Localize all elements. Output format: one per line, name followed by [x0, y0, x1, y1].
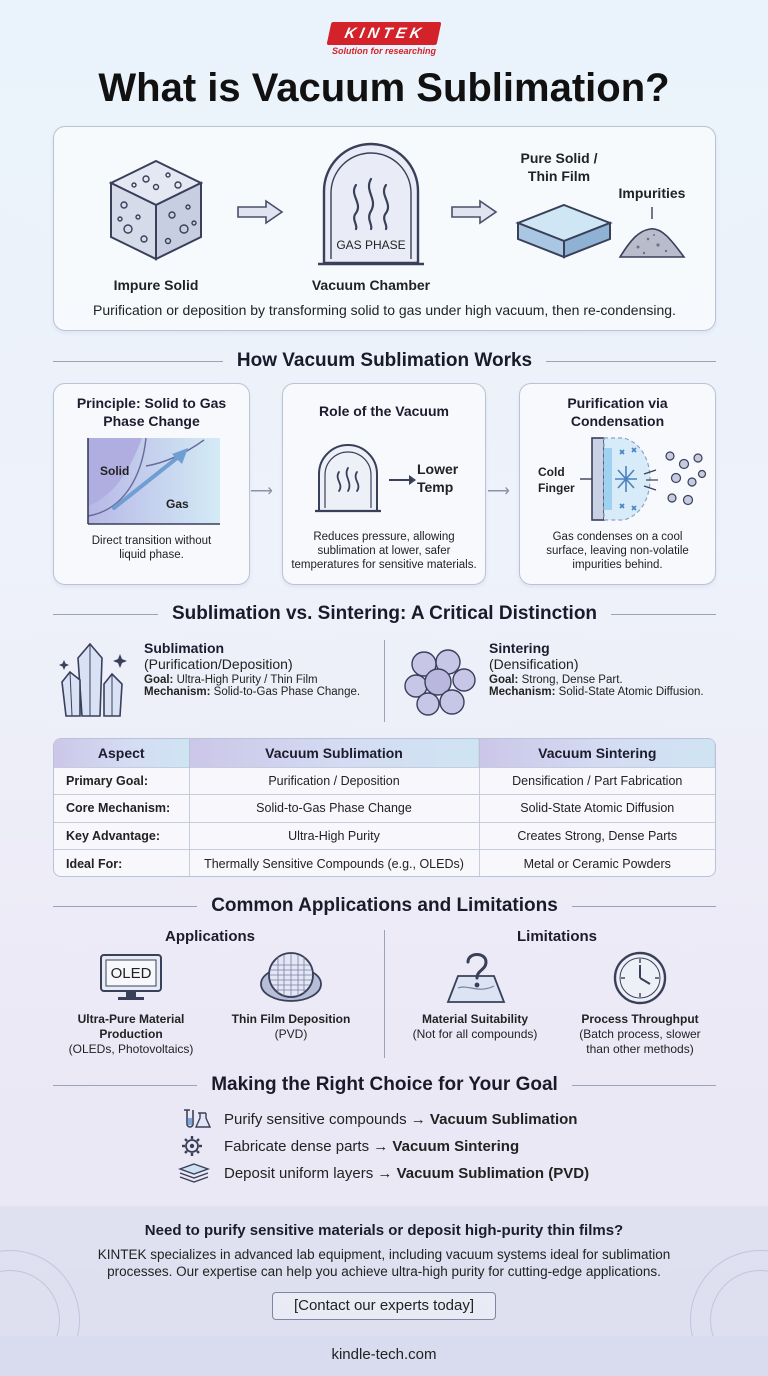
limitations-heading: Limitations — [516, 928, 597, 945]
choice-text: Purify sensitive compounds → — [224, 1110, 430, 1128]
table-cell: Metal or Ceramic Powders — [479, 850, 715, 878]
sublimation-subtitle: (Purification/Deposition) — [144, 656, 293, 672]
table-cell: Solid-State Atomic Diffusion — [479, 795, 715, 823]
table-row — [54, 822, 715, 850]
app-item-ultra-pure — [56, 1012, 206, 1057]
oled-screen-text: OLED — [110, 965, 152, 982]
wafer-icon — [258, 950, 324, 1004]
contact-experts-button[interactable]: [Contact our experts today] — [272, 1292, 496, 1320]
app-item-title: Ultra-Pure Material Production — [77, 1012, 185, 1041]
choice-text: Deposit uniform layers → — [224, 1164, 397, 1182]
versus-section-header — [53, 599, 716, 629]
phase-diagram-icon — [84, 436, 224, 528]
sublimation-summary — [144, 640, 360, 698]
app-item-title: Process Throughput — [581, 1012, 699, 1026]
sintering-subtitle: (Densification) — [489, 656, 579, 672]
arrow-right-icon — [450, 199, 498, 225]
vacuum-chamber-label: Vacuum Chamber — [311, 277, 431, 293]
sublimation-goal: Goal: Ultra-High Purity / Thin Film — [144, 674, 318, 686]
sublimation-title: Sublimation — [144, 640, 225, 656]
choice-text: Fabricate dense parts → — [224, 1137, 393, 1155]
header-vacuum-sintering: Vacuum Sintering — [479, 739, 715, 767]
brand-logo — [0, 22, 768, 56]
thin-film-slab-icon — [514, 201, 614, 263]
principle-card-desc: Direct transition without liquid phase. — [91, 535, 212, 561]
principle-card-title: Principle: Solid to Gas Phase Change — [76, 395, 227, 429]
table-cell: Purification / Deposition — [189, 767, 479, 795]
apps-section-header — [53, 891, 716, 921]
versus-divider — [384, 640, 385, 722]
header-aspect: Aspect — [54, 739, 189, 767]
choice-section-title: Making the Right Choice for Your Goal — [211, 1074, 558, 1095]
lower-temp-label: Lower Temp — [417, 461, 459, 495]
app-item-detail: (Batch process, slower than other methods) — [579, 1027, 701, 1056]
table-cell: Ideal For: — [54, 850, 189, 878]
sintering-title: Sintering — [489, 640, 550, 656]
crystal-icon — [56, 640, 132, 720]
condensation-card-desc: Gas condenses on a cool surface, leaving non-volatile impurities behind. — [546, 531, 689, 571]
vacuum-chamber-small-icon — [313, 442, 383, 514]
app-item-detail: (Not for all compounds) — [412, 1027, 538, 1041]
footer-link[interactable]: kindle-tech.com — [0, 1336, 768, 1376]
brand-name: KINTEK — [327, 22, 442, 45]
table-cell: Ultra-High Purity — [189, 822, 479, 850]
question-map-icon — [444, 948, 508, 1006]
table-cell: Primary Goal: — [54, 767, 189, 795]
choice-result: Vacuum Sublimation — [429, 1110, 578, 1128]
app-item-title: Material Suitability — [421, 1012, 529, 1026]
vacuum-role-card — [282, 383, 486, 585]
app-item-thin-film — [214, 1012, 368, 1042]
gas-label: Gas — [166, 497, 189, 511]
overview-panel — [53, 126, 716, 331]
condensation-card-title: Purification via Condensation — [567, 395, 668, 429]
choice-item — [178, 1108, 577, 1130]
vacuum-role-card-desc: Reduces pressure, allowing sublimation at lower, safer temperatures for sensitive materials. — [291, 531, 477, 571]
impurities-pile-icon — [616, 205, 688, 263]
particle-cluster-icon — [402, 646, 478, 718]
app-item-detail: (OLEDs, Photovoltaics) — [68, 1042, 194, 1056]
table-cell: Densification / Part Fabrication — [479, 767, 715, 795]
condensation-card — [519, 383, 716, 585]
apps-section-title: Common Applications and Limitations — [211, 895, 558, 916]
connector-arrow-icon: ⟶ — [487, 483, 510, 500]
layers-icon — [178, 1162, 214, 1184]
limitation-item-throughput — [560, 1012, 720, 1057]
versus-section-title: Sublimation vs. Sintering: A Critical Distinction — [171, 603, 598, 624]
choice-result: Vacuum Sublimation (PVD) — [396, 1164, 590, 1182]
app-item-detail: (PVD) — [274, 1027, 308, 1041]
connector-arrow-icon: ⟶ — [250, 483, 273, 500]
table-row — [54, 767, 715, 795]
gear-icon — [178, 1135, 214, 1157]
table-header-row — [54, 739, 715, 767]
table-row — [54, 850, 715, 878]
limitation-item-suitability — [400, 1012, 550, 1042]
arrow-right-icon — [236, 199, 284, 225]
sintering-mechanism: Mechanism: Solid-State Atomic Diffusion. — [489, 686, 704, 698]
sintering-summary — [489, 640, 704, 698]
gas-phase-label: GAS PHASE — [336, 238, 406, 252]
impurities-label: Impurities — [618, 185, 686, 201]
cta-text: KINTEK specializes in advanced lab equipment, including vacuum systems ideal for sublimation processes. Our expertise can help you achieve ultra-high purity for cutting-edge applications. — [97, 1247, 671, 1279]
table-row — [54, 795, 715, 823]
sublimation-mechanism: Mechanism: Solid-to-Gas Phase Change. — [144, 686, 361, 698]
vacuum-role-card-title: Role of the Vacuum — [319, 403, 449, 419]
choice-item — [178, 1162, 589, 1184]
app-item-title: Thin Film Deposition — [231, 1012, 351, 1026]
table-cell: Thermally Sensitive Compounds (e.g., OLEDs) — [189, 850, 479, 878]
choice-section-header — [53, 1070, 716, 1100]
table-cell: Key Advantage: — [54, 822, 189, 850]
principle-card — [53, 383, 250, 585]
choice-result: Vacuum Sintering — [392, 1137, 520, 1155]
impure-solid-label: Impure Solid — [113, 277, 199, 293]
cold-finger-icon — [580, 434, 708, 524]
clock-icon — [612, 950, 668, 1006]
how-section-title: How Vacuum Sublimation Works — [236, 350, 533, 371]
brand-tagline: Solution for researching — [331, 46, 436, 56]
cold-finger-label: Cold Finger — [538, 465, 575, 495]
table-cell: Solid-to-Gas Phase Change — [189, 795, 479, 823]
overview-caption: Purification or deposition by transforming solid to gas under high vacuum, then re-condensing. — [93, 302, 676, 318]
cta-title: Need to purify sensitive materials or deposit high-purity thin films? — [144, 1222, 624, 1239]
comparison-table — [53, 738, 716, 877]
solid-label: Solid — [100, 464, 130, 478]
apps-divider — [384, 930, 385, 1058]
table-cell: Creates Strong, Dense Parts — [479, 822, 715, 850]
applications-heading: Applications — [164, 928, 255, 945]
arrow-right-icon — [387, 474, 417, 486]
header-vacuum-sublimation: Vacuum Sublimation — [189, 739, 479, 767]
choice-item — [178, 1135, 519, 1157]
impure-solid-cube-icon — [106, 155, 206, 265]
sintering-goal: Goal: Strong, Dense Part. — [489, 674, 623, 686]
pure-solid-label: Pure Solid / Thin Film — [520, 150, 598, 184]
how-section-header — [53, 346, 716, 376]
table-cell: Core Mechanism: — [54, 795, 189, 823]
page-title: What is Vacuum Sublimation? — [98, 66, 670, 110]
test-tube-icon — [178, 1108, 214, 1130]
